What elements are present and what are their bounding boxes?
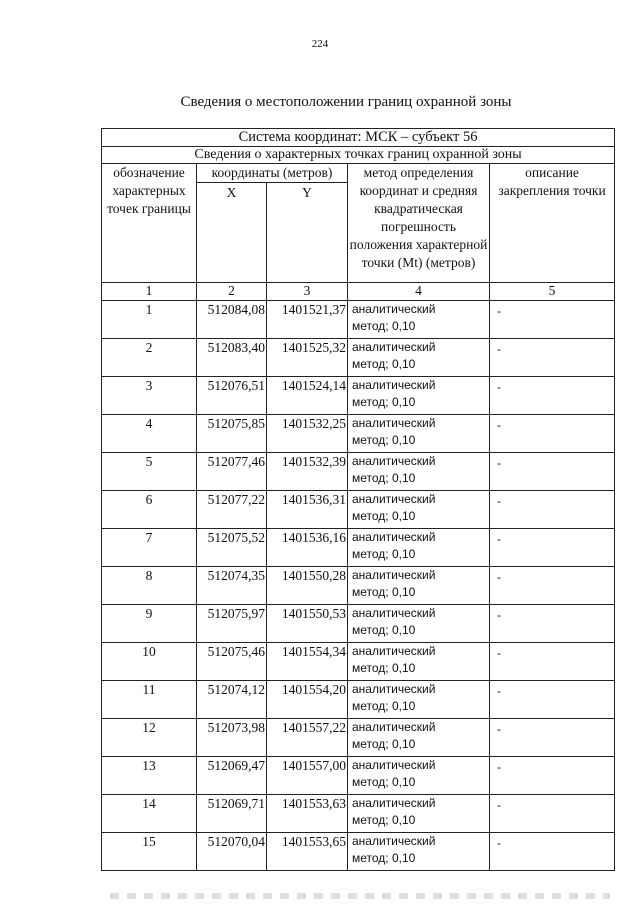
x-coordinate-cell: 512074,35 [197,567,267,605]
column-number: 1 [102,283,197,301]
page-number: 224 [311,38,329,50]
method-cell [348,453,490,491]
table-row [102,681,615,719]
x-coordinate-cell: 512075,52 [197,529,267,567]
x-header: X [197,183,267,283]
method-accuracy-text: метод; 0,10 [352,775,416,789]
method-cell [348,719,490,757]
description-cell: - [490,719,615,757]
y-coordinate-cell: 1401550,53 [267,605,348,643]
method-accuracy-text: метод; 0,10 [352,661,416,675]
coordinate-system-cell: Система координат: МСК – субъект 56 [102,129,615,147]
method-accuracy-text: метод; 0,10 [352,737,416,751]
table-row [102,567,615,605]
point-number-cell: 8 [102,567,197,605]
table-row [102,719,615,757]
method-text: аналитический [352,416,436,430]
x-coordinate-cell: 512069,47 [197,757,267,795]
y-header: Y [267,183,348,283]
point-number-cell: 7 [102,529,197,567]
x-coordinate-cell: 512075,46 [197,643,267,681]
table-row [102,529,615,567]
method-accuracy-text: метод; 0,10 [352,851,416,865]
y-coordinate-cell: 1401532,39 [267,453,348,491]
description-cell: - [490,757,615,795]
table-row [102,301,615,339]
table-row [102,377,615,415]
x-coordinate-cell: 512076,51 [197,377,267,415]
point-number-cell: 4 [102,415,197,453]
method-cell [348,301,490,339]
subtitle-row [102,147,615,164]
point-number-cell: 10 [102,643,197,681]
method-text: аналитический [352,378,436,392]
method-text: аналитический [352,834,436,848]
table-row [102,491,615,529]
y-coordinate-cell: 1401557,22 [267,719,348,757]
point-number-cell: 6 [102,491,197,529]
method-text: аналитический [352,644,436,658]
method-text: аналитический [352,606,436,620]
y-coordinate-cell: 1401524,14 [267,377,348,415]
method-accuracy-text: метод; 0,10 [352,433,416,447]
description-cell: - [490,415,615,453]
coordinates-header: координаты (метров) [197,164,348,183]
header-row [102,164,615,183]
method-header: метод определения координат и средняя квадратическая погрешность положения характерной точки (Mt) (метров) [348,164,490,283]
method-accuracy-text: метод; 0,10 [352,509,416,523]
method-cell [348,643,490,681]
point-number-cell: 13 [102,757,197,795]
method-cell [348,681,490,719]
y-coordinate-cell: 1401536,16 [267,529,348,567]
method-cell [348,757,490,795]
method-cell [348,605,490,643]
method-accuracy-text: метод; 0,10 [352,547,416,561]
column-number-row [102,283,615,301]
y-coordinate-cell: 1401554,34 [267,643,348,681]
description-cell: - [490,833,615,871]
x-coordinate-cell: 512075,97 [197,605,267,643]
column-number: 5 [490,283,615,301]
column-number: 4 [348,283,490,301]
x-coordinate-cell: 512077,46 [197,453,267,491]
point-number-cell: 11 [102,681,197,719]
method-text: аналитический [352,682,436,696]
method-accuracy-text: метод; 0,10 [352,813,416,827]
table-row [102,833,615,871]
x-coordinate-cell: 512069,71 [197,795,267,833]
y-coordinate-cell: 1401536,31 [267,491,348,529]
y-coordinate-cell: 1401553,65 [267,833,348,871]
x-coordinate-cell: 512075,85 [197,415,267,453]
method-text: аналитический [352,340,436,354]
method-accuracy-text: метод; 0,10 [352,319,416,333]
description-header: описание закрепления точки [490,164,615,283]
method-text: аналитический [352,302,436,316]
method-accuracy-text: метод; 0,10 [352,699,416,713]
method-text: аналитический [352,720,436,734]
column-number: 3 [267,283,348,301]
description-cell: - [490,491,615,529]
method-cell [348,415,490,453]
x-coordinate-cell: 512074,12 [197,681,267,719]
description-cell: - [490,529,615,567]
method-accuracy-text: метод; 0,10 [352,585,416,599]
designation-header: обозначение характерных точек границы [102,164,197,283]
x-coordinate-cell: 512070,04 [197,833,267,871]
method-cell [348,795,490,833]
description-cell: - [490,681,615,719]
y-coordinate-cell: 1401557,00 [267,757,348,795]
description-cell: - [490,301,615,339]
document-title: Сведения о местоположении границ охранной зоны [180,94,512,110]
description-cell: - [490,605,615,643]
x-coordinate-cell: 512083,40 [197,339,267,377]
method-cell [348,491,490,529]
y-coordinate-cell: 1401550,28 [267,567,348,605]
description-cell: - [490,795,615,833]
method-accuracy-text: метод; 0,10 [352,395,416,409]
x-coordinate-cell: 512077,22 [197,491,267,529]
description-cell: - [490,567,615,605]
point-number-cell: 2 [102,339,197,377]
x-coordinate-cell: 512073,98 [197,719,267,757]
point-number-cell: 14 [102,795,197,833]
table-row [102,605,615,643]
method-text: аналитический [352,530,436,544]
y-coordinate-cell: 1401525,32 [267,339,348,377]
method-text: аналитический [352,796,436,810]
description-cell: - [490,377,615,415]
method-text: аналитический [352,454,436,468]
y-coordinate-cell: 1401553,63 [267,795,348,833]
y-coordinate-cell: 1401532,25 [267,415,348,453]
point-number-cell: 15 [102,833,197,871]
method-cell [348,377,490,415]
point-number-cell: 9 [102,605,197,643]
table-row [102,757,615,795]
point-number-cell: 12 [102,719,197,757]
point-number-cell: 3 [102,377,197,415]
method-text: аналитический [352,758,436,772]
system-row [102,129,615,147]
table-row [102,415,615,453]
method-accuracy-text: метод; 0,10 [352,357,416,371]
description-cell: - [490,339,615,377]
description-cell: - [490,643,615,681]
coordinates-table [101,128,615,871]
method-cell [348,567,490,605]
description-cell: - [490,453,615,491]
method-text: аналитический [352,568,436,582]
y-coordinate-cell: 1401554,20 [267,681,348,719]
method-cell [348,529,490,567]
table-row [102,643,615,681]
table-row [102,453,615,491]
x-coordinate-cell: 512084,08 [197,301,267,339]
point-number-cell: 5 [102,453,197,491]
table-row [102,339,615,377]
point-number-cell: 1 [102,301,197,339]
table-subtitle-cell: Сведения о характерных точках границ охранной зоны [102,147,615,164]
method-cell [348,339,490,377]
method-text: аналитический [352,492,436,506]
method-cell [348,833,490,871]
faint-footer-text [110,893,610,899]
table-row [102,795,615,833]
column-number: 2 [197,283,267,301]
method-accuracy-text: метод; 0,10 [352,471,416,485]
method-accuracy-text: метод; 0,10 [352,623,416,637]
y-coordinate-cell: 1401521,37 [267,301,348,339]
